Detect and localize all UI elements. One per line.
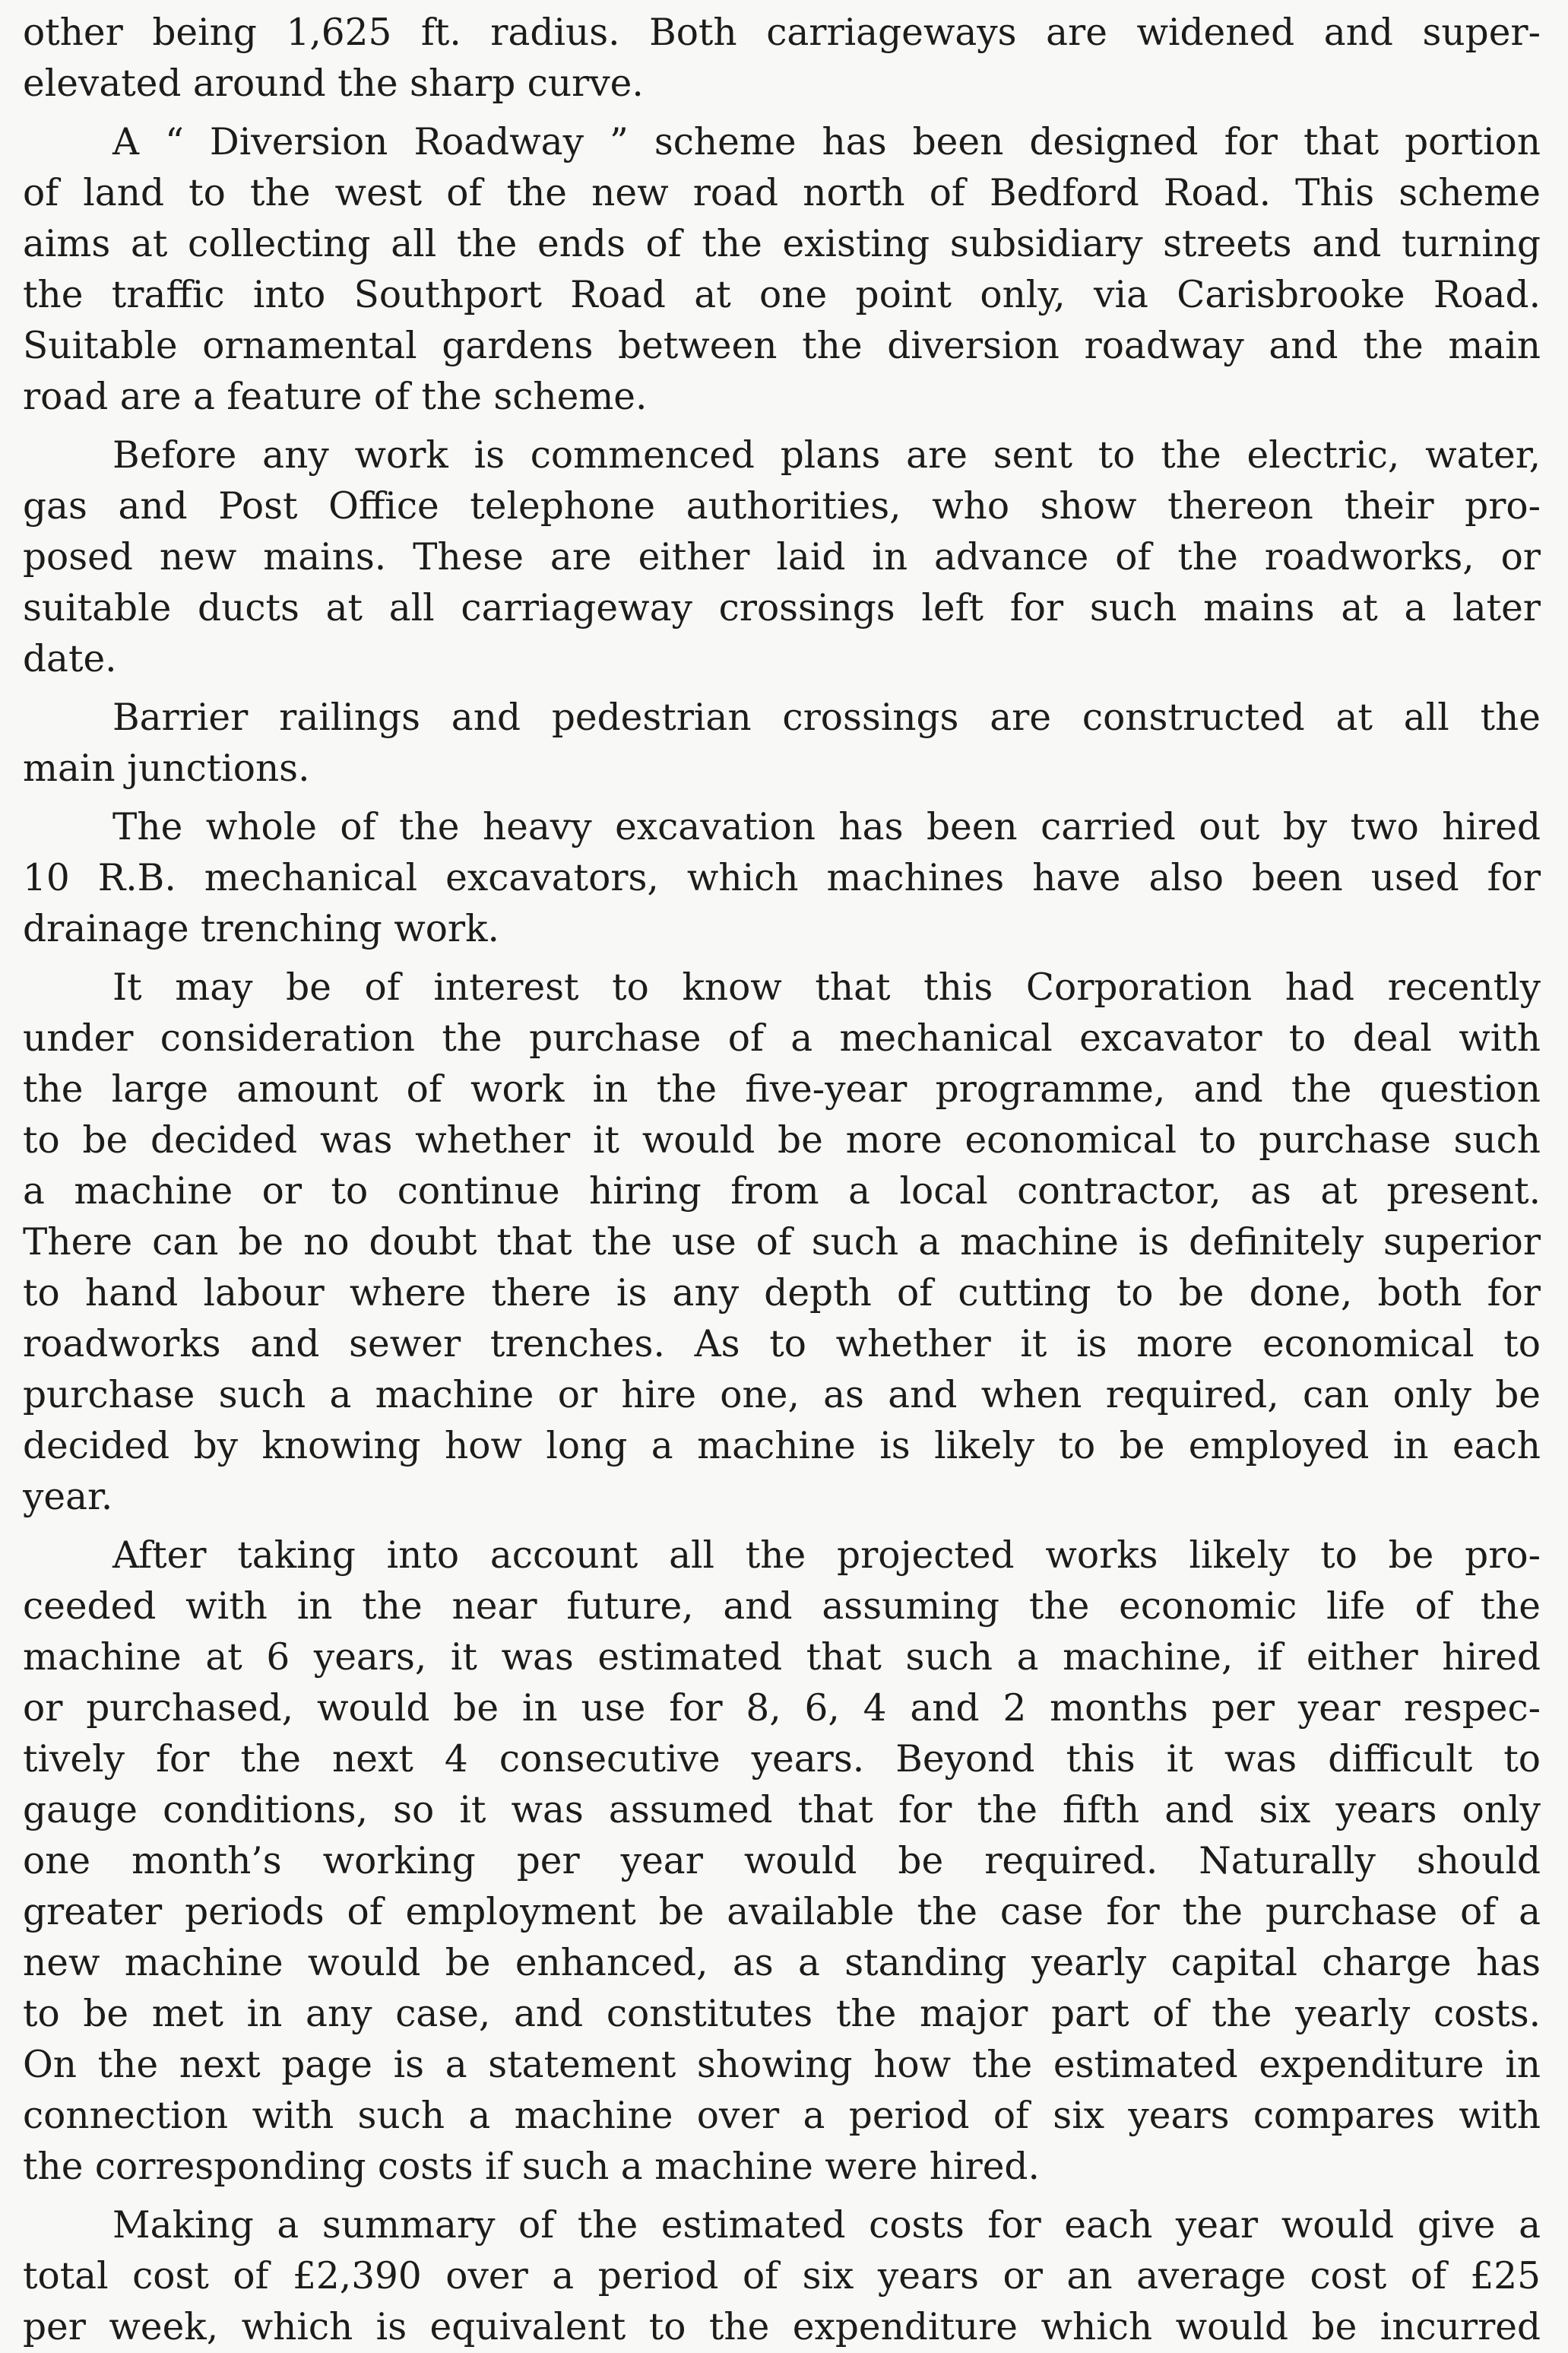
text-line: tively for the next 4 consecutive years. Beyond this it was difficult to <box>23 1738 1541 1781</box>
text-line: main junctions. <box>23 747 310 790</box>
paragraph <box>23 2200 1541 2353</box>
text-line: machine at 6 years, it was estimated that such a machine, if either hired <box>23 1636 1541 1679</box>
text-line: Making a summary of the estimated costs for each year would give a <box>112 2204 1541 2247</box>
text-line: to be met in any case, and constitutes the major part of the yearly costs. <box>23 1993 1541 2035</box>
text-line: the large amount of work in the five-year programme, and the question <box>23 1068 1541 1111</box>
paragraph <box>23 8 1541 109</box>
text-line: posed new mains. These are either laid in advance of the roadworks, or <box>23 536 1541 579</box>
text-line: A “ Diversion Roadway ” scheme has been designed for that portion <box>112 121 1541 163</box>
text-line: The whole of the heavy excavation has been carried out by two hired <box>112 806 1541 848</box>
text-line: per week, which is equivalent to the expenditure which would be incurred <box>23 2306 1541 2348</box>
text-line: a machine or to continue hiring from a local contractor, as at present. <box>23 1170 1541 1213</box>
text-line: connection with such a machine over a period of six years compares with <box>23 2095 1541 2137</box>
text-line: gas and Post Office telephone authorities, who show thereon their pro- <box>23 485 1541 528</box>
text-line: new machine would be enhanced, as a standing yearly capital charge has <box>23 1942 1541 1984</box>
text-line: greater periods of employment be available the case for the purchase of a <box>23 1891 1541 1933</box>
paragraph <box>23 962 1541 1523</box>
paragraph <box>23 1530 1541 2193</box>
text-line: ceeded with in the near future, and assuming the economic life of the <box>23 1585 1541 1628</box>
text-line: roadworks and sewer trenches. As to whether it is more economical to <box>23 1323 1541 1365</box>
text-line: Suitable ornamental gardens between the diversion roadway and the main <box>23 325 1541 367</box>
text-line: the traffic into Southport Road at one point only, via Carisbrooke Road. <box>23 274 1541 316</box>
text-line: year. <box>23 1476 113 1518</box>
paragraph <box>23 430 1541 685</box>
text-line: other being 1,625 ft. radius. Both carriageways are widened and super- <box>23 11 1541 54</box>
text-line: There can be no doubt that the use of such a machine is definitely superior <box>23 1221 1541 1264</box>
text-line: Barrier railings and pedestrian crossings are constructed at all the <box>112 696 1541 739</box>
text-line: of land to the west of the new road north of Bedford Road. This scheme <box>23 172 1541 214</box>
text-line: It may be of interest to know that this Corporation had recently <box>112 966 1541 1009</box>
text-line: under consideration the purchase of a mechanical excavator to deal with <box>23 1017 1541 1060</box>
text-line: decided by knowing how long a machine is likely to be employed in each <box>23 1425 1541 1467</box>
text-line: aims at collecting all the ends of the existing subsidiary streets and turning <box>23 223 1541 265</box>
text-line: or purchased, would be in use for 8, 6, 4 and 2 months per year respec- <box>23 1687 1541 1730</box>
text-line: total cost of £2,390 over a period of six years or an average cost of £25 <box>23 2255 1541 2298</box>
text-line: suitable ducts at all carriageway crossings left for such mains at a later <box>23 587 1541 629</box>
text-line: date. <box>23 638 117 680</box>
text-line: road are a feature of the scheme. <box>23 376 648 418</box>
body-text <box>23 8 1541 2353</box>
text-line: drainage trenching work. <box>23 908 499 950</box>
text-line: to hand labour where there is any depth of cutting to be done, both for <box>23 1272 1541 1314</box>
text-line: After taking into account all the projected works likely to be pro- <box>112 1534 1541 1577</box>
text-line: Before any work is commenced plans are sent to the electric, water, <box>112 434 1541 477</box>
text-line: one month’s working per year would be required. Naturally should <box>23 1840 1541 1882</box>
paragraph <box>23 117 1541 423</box>
text-line: 10 R.B. mechanical excavators, which machines have also been used for <box>23 857 1541 899</box>
text-line: purchase such a machine or hire one, as and when required, can only be <box>23 1374 1541 1416</box>
text-line: gauge conditions, so it was assumed that for the fifth and six years only <box>23 1789 1541 1831</box>
text-line: the corresponding costs if such a machine were hired. <box>23 2145 1040 2188</box>
text-line: On the next page is a statement showing how the estimated expenditure in <box>23 2044 1541 2086</box>
paragraph <box>23 802 1541 955</box>
text-line: elevated around the sharp curve. <box>23 62 644 105</box>
paragraph <box>23 693 1541 794</box>
text-line: to be decided was whether it would be more economical to purchase such <box>23 1119 1541 1162</box>
